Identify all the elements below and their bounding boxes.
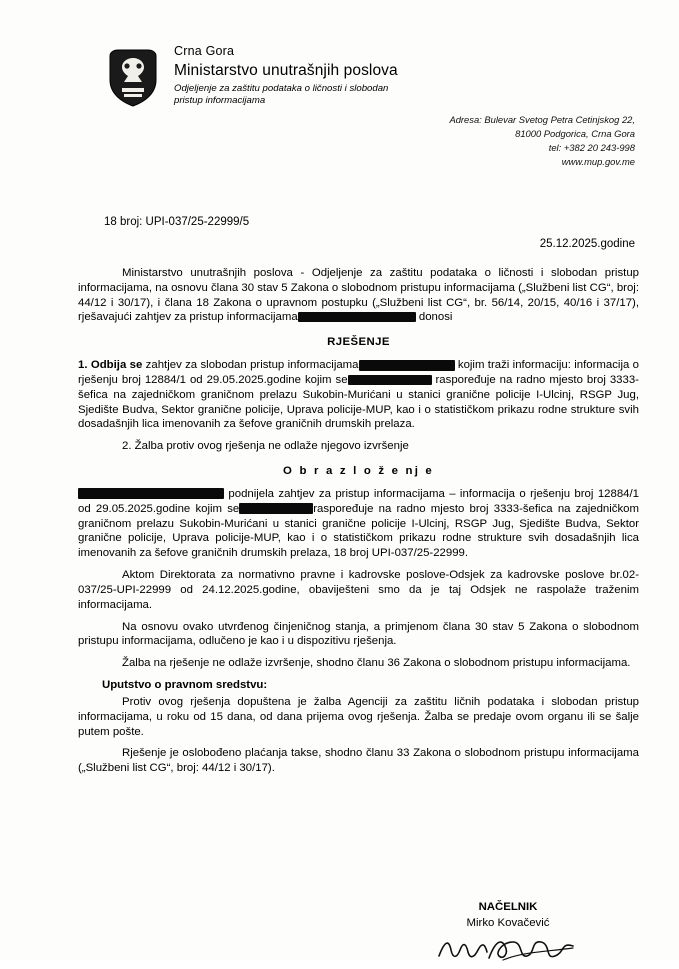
address-line-3: tel: +382 20 243-998 (548, 142, 635, 154)
signer-name: Mirko Kovačević (466, 917, 550, 930)
signer-title: NAČELNIK (478, 901, 538, 913)
country-name: Crna Gora (174, 44, 235, 58)
decision-item-1 (78, 358, 639, 432)
legal-remedy-heading (78, 678, 639, 693)
intro-text-b: donosi (418, 311, 453, 324)
explanation-paragraph-1 (78, 487, 639, 561)
explanation-text-b: raspoređuje na radno mjesto broj 3333-šefica na zajedničkom graničnom prelazu Sukobin-Murićani u stanici granične policije I-Ulcinj, RSGP Jug, Sjedište Budva, Sektor granične policije, Uprava policije-MUP, kao i o statističkom prikazu rodne strukture svih dosadašnjih lica imenovanih za šefove graničnih drumskih prelaza, 18 broj UPI-037/25-22999. (78, 502, 639, 560)
decision-item-1-c: raspoređuje na radno mjesto broj 3333-šefica na zajedničkom graničnom prelazu Sukobin-Murićani u stanici granične policije I-Ulcinj, RSGP Jug, Sjedište Budva, Sektor granične policije, Uprava policije-MUP, kao i o statističkom prikazu rodne strukture svih dosadašnjih lica imenovanih za šefove graničnih drumskih prelaza. (78, 373, 639, 431)
document-date: 25.12.2025.godine (539, 238, 635, 250)
header-titles (174, 44, 414, 107)
document-header (0, 0, 679, 168)
reference-number: 18 broj: UPI-037/25-22999/5 (104, 216, 250, 228)
intro-text-a: Ministarstvo unutrašnjih poslova - Odjeljenje za zaštitu podataka o ličnosti i slobodan pristup informacijama, na osnovu člana 30 stav 5 Zakona o slobodnom pristupu informacijama („Službeni list CG“, broj: 44/12 i 30/17), i člana 18 Zakona o upravnom postupku („Službeni list CG“, br. 56/14, 20/15, 40/16 i 37/17), rješavajući zahtjev za pristup informacijama (78, 267, 639, 324)
redaction-bar (348, 375, 432, 385)
decision-item-2: 2. Žalba protiv ovog rješenja ne odlaže njegovo izvršenje (122, 440, 409, 453)
explanation-paragraph-5: Protiv ovog rješenja dopuštena je žalba Agenciji za zaštitu ličnih podataka i slobodan pristup informacijama, u roku od 15 dana, od dana prijema ovog rješenja. Žalba se predaje ovom organu ili se šalje putem pošte. (78, 695, 639, 738)
department-name: Odjeljenje za zaštitu podataka o ličnosti i slobodan pristup informacijama (174, 83, 389, 107)
legal-remedy-heading-text: Uputstvo o pravnom sredstvu: (102, 679, 268, 692)
document-body (78, 266, 639, 783)
redaction-bar (78, 488, 224, 499)
decision-item-1-a: zahtjev za slobodan pristup informacijama (145, 359, 359, 372)
ministry-name: Ministarstvo unutrašnjih poslova (174, 62, 398, 79)
address-line-4: www.mup.gov.me (561, 156, 635, 168)
decision-heading: RJEŠENJE (327, 336, 390, 349)
decision-item-1-b: kojim traži informaciju: informacija o rješenju broj 12884/1 od 29.05.2025.godine kojim se (78, 359, 640, 386)
signature-block (433, 900, 583, 969)
address-block (449, 113, 635, 169)
explanation-paragraph-6: Rješenje je oslobođeno plaćanja takse, shodno članu 33 Zakona o slobodnom pristupu informacijama („Službeni list CG“, broj: 44/12 i 30/17). (78, 747, 639, 775)
explanation-paragraph-4: Žalba na rješenje ne odlaže izvršenje, shodno članu 36 Zakona o slobodnom pristupu informacijama. (122, 657, 631, 670)
handwritten-signature-icon (433, 934, 583, 964)
redaction-bar (239, 503, 313, 514)
explanation-heading: O b r a z l o ž e nj e (283, 465, 434, 478)
explanation-text-a: podnijela zahtjev za pristup informacijama – informacija o rješenju broj 12884/1 od 29.05.2025.godine kojim se (78, 487, 639, 515)
intro-paragraph (78, 266, 639, 325)
explanation-paragraph-2: Aktom Direktorata za normativno pravne i kadrovske poslove-Odsjek za kadrovske poslove br.02-037/25-UPI-22999 od 24.12.2025.godine, obaviješteni smo da je taj Odsjek ne raspolaže traženim informacijama. (78, 569, 639, 611)
redaction-bar (359, 360, 455, 371)
explanation-paragraph-3: Na osnovu ovako utvrđenog činjeničnog stanja, a primjenom člana 30 stav 5 Zakona o slobodnom pristupu informacijama, odlučeno je kao i u dispozitivu rješenja. (78, 620, 639, 648)
redaction-bar (298, 312, 416, 322)
decision-item-1-lead: 1. Odbija se (78, 359, 143, 372)
coat-of-arms-icon (104, 46, 162, 108)
address-line-1: Adresa: Bulevar Svetog Petra Cetinjskog 22, (449, 114, 635, 125)
address-line-2: 81000 Podgorica, Crna Gora (515, 128, 635, 140)
